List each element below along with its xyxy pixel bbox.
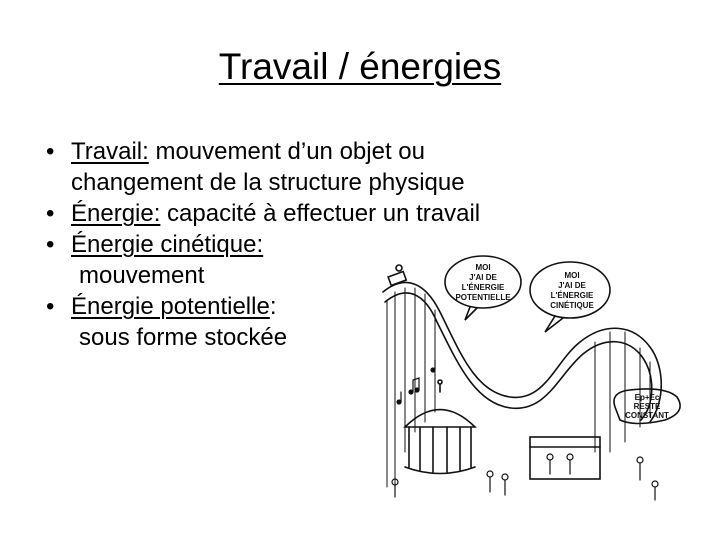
bullet-dot: • [46, 293, 55, 320]
bullet-dot: • [46, 138, 55, 165]
bubble-left-line-3: L'ÉNERGIE [461, 283, 505, 292]
bullet-term: Énergie potentielle [71, 293, 270, 320]
bullet-continuation: mouvement [79, 262, 205, 289]
ticket-booth [530, 437, 600, 479]
track-supports [387, 288, 650, 487]
bubble-right-line-2: J'AI DE [558, 281, 586, 290]
bullet-term: Énergie cinétique: [71, 231, 264, 258]
crowd-figures [392, 454, 658, 500]
bullet-term: Travail: [71, 138, 149, 165]
bubble-right-line-1: MOI [564, 271, 580, 280]
sign-line-3: CONSTANT [625, 411, 669, 420]
roller-coaster-illustration [365, 252, 695, 517]
bubble-left-line-2: J'AI DE [469, 273, 497, 282]
bullet-term: Énergie: [71, 200, 161, 227]
bullet-travail [46, 136, 646, 198]
rider-head [396, 265, 402, 271]
music-notes-icon [397, 360, 435, 404]
bullet-text: mouvement d’un objet ou [148, 138, 425, 165]
bullet-text: capacité à effectuer un travail [160, 200, 481, 227]
bubble-right-line-3: L'ÉNERGIE [550, 291, 594, 300]
bubble-left-line-1: MOI [475, 263, 491, 272]
bullet-text: : [269, 293, 277, 320]
bubble-right-line-4: CINÉTIQUE [550, 301, 594, 310]
bullet-dot: • [46, 231, 55, 258]
slide-title: Travail / énergies [218, 46, 502, 87]
bullet-dot: • [46, 200, 55, 227]
sign-line-2: RESTE [633, 402, 661, 411]
bullet-continuation: sous forme stockée [79, 324, 288, 351]
sign-line-1: Ep+Ec [634, 393, 660, 402]
bullet-continuation: changement de la structure physique [71, 169, 465, 196]
bullet-energie [46, 198, 646, 229]
bubble-left-line-4: POTENTIELLE [455, 293, 511, 302]
